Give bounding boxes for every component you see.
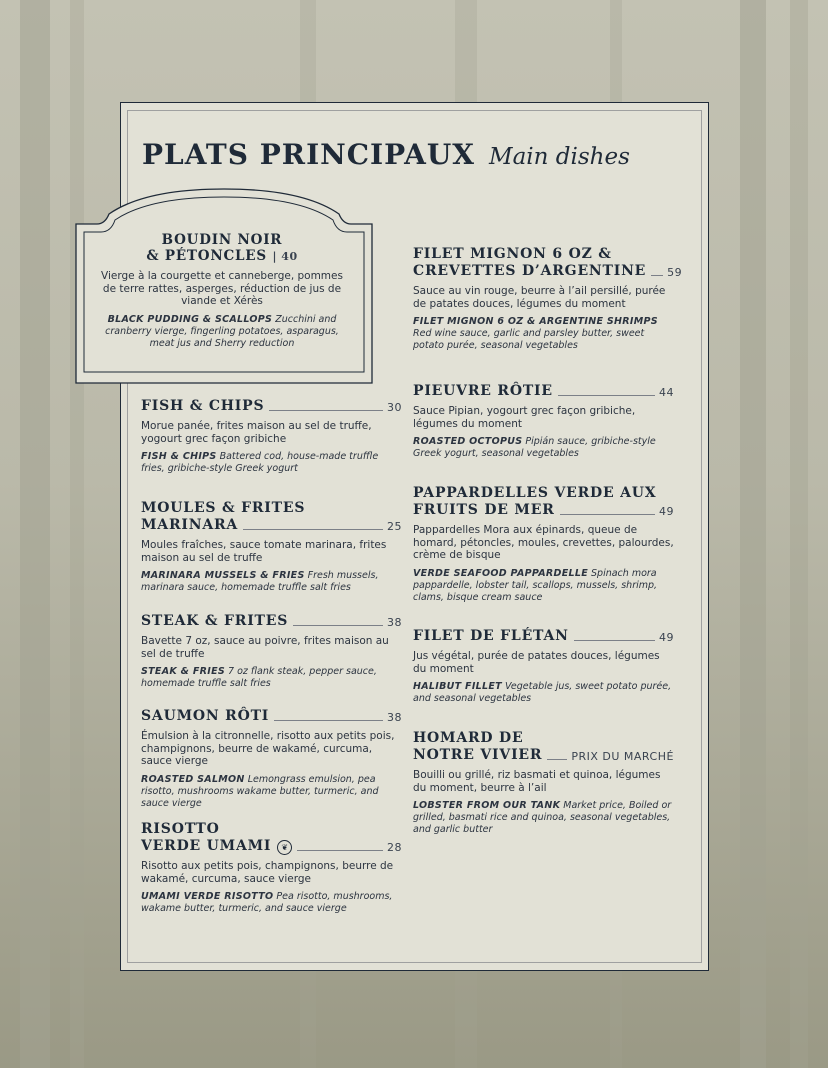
- menu-item-homard: [413, 730, 674, 836]
- menu-item-saumon-roti: [141, 708, 402, 810]
- item-price: 44: [659, 386, 674, 399]
- item-english: HALIBUT FILLET Vegetable jus, sweet potato purée, and seasonal vegetables: [413, 681, 672, 704]
- menu-item-pappardelles: [413, 485, 674, 604]
- item-name-line2: VERDE UMAMI: [141, 838, 272, 854]
- item-price: 49: [659, 505, 674, 518]
- item-name-line2: MARINARA: [141, 517, 239, 533]
- menu-item-filet-de-fletan: [413, 628, 674, 705]
- item-description: Sauce Pipian, yogourt grec façon gribiche, légumes du moment: [413, 405, 636, 430]
- page-title: [142, 138, 630, 171]
- item-description: Émulsion à la citronnelle, risotto aux petits pois, champignons, beurre de wakamé, curcuma, sauce vierge: [141, 730, 395, 767]
- item-description: Morue panée, frites maison au sel de truffe, yogourt grec façon gribiche: [141, 420, 372, 445]
- item-price: 28: [387, 841, 402, 854]
- item-price: 59: [667, 266, 683, 279]
- item-name-line2: FRUITS DE MER: [413, 502, 555, 518]
- item-name: SAUMON RÔTI: [141, 708, 270, 724]
- item-price: 38: [387, 711, 402, 724]
- menu-item-moules-frites: [141, 500, 402, 594]
- menu-item-steak-frites: [141, 613, 402, 690]
- item-price: 38: [387, 616, 402, 629]
- item-english: FILET MIGNON 6 OZ & ARGENTINE SHRIMPS Red wine sauce, garlic and parsley butter, sweet potato purée, seasonal vegetables: [413, 316, 658, 351]
- item-description: Moules fraîches, sauce tomate marinara, frites maison au sel de truffe: [141, 539, 387, 564]
- item-price: 30: [387, 401, 402, 414]
- menu-item-risotto: [141, 821, 402, 915]
- item-name-line2: CREVETTES D’ARGENTINE: [413, 263, 647, 279]
- featured-english-desc: Zucchini and cranberry vierge, fingerling potatoes, asparagus, meat jus and Sherry reduction: [105, 313, 339, 349]
- item-english: FISH & CHIPS Battered cod, house-made truffle fries, gribiche-style Greek yogurt: [141, 451, 379, 474]
- item-name: FILET DE FLÉTAN: [413, 628, 569, 644]
- item-name-line1: PAPPARDELLES VERDE AUX: [413, 485, 657, 501]
- featured-name-line2: & PÉTONCLES | 40: [146, 248, 298, 264]
- item-name: PIEUVRE RÔTIE: [413, 383, 553, 399]
- featured-english: [100, 314, 344, 350]
- item-name: STEAK & FRITES: [141, 613, 289, 629]
- title-english: Main dishes: [489, 144, 630, 170]
- item-name-line1: HOMARD DE: [413, 730, 524, 746]
- featured-name-line1: BOUDIN NOIR: [161, 232, 283, 248]
- item-english: UMAMI VERDE RISOTTO Pea risotto, mushrooms, wakame butter, turmeric, and sauce vierge: [141, 891, 393, 914]
- item-name-line1: RISOTTO: [141, 821, 220, 837]
- item-price: PRIX DU MARCHÉ: [571, 750, 674, 763]
- item-name: FISH & CHIPS: [141, 398, 265, 414]
- menu-item-fish-chips: [141, 398, 402, 475]
- item-english: LOBSTER FROM OUR TANK Market price, Boiled or grilled, basmati rice and quinoa, seasonal vegetables, and garlic butter: [413, 800, 672, 835]
- featured-price: | 40: [272, 250, 298, 263]
- item-english: MARINARA MUSSELS & FRIES Fresh mussels, marinara sauce, homemade truffle salt fries: [141, 570, 379, 593]
- title-french: PLATS PRINCIPAUX: [142, 138, 476, 171]
- featured-dish: [100, 232, 344, 350]
- item-english: ROASTED SALMON Lemongrass emulsion, pea risotto, mushrooms wakame butter, turmeric, and sauce vierge: [141, 773, 379, 809]
- item-price: 49: [659, 631, 674, 644]
- item-price: 25: [387, 520, 402, 533]
- item-english: STEAK & FRIES 7 oz flank steak, pepper sauce, homemade truffle salt fries: [141, 666, 377, 689]
- vegetarian-leaf-icon: ❦: [277, 840, 292, 855]
- item-description: Pappardelles Mora aux épinards, queue de homard, pétoncles, moules, crevettes, palourdes, crème de bisque: [413, 524, 674, 561]
- item-english: ROASTED OCTOPUS Pipián sauce, gribiche-style Greek yogurt, seasonal vegetables: [413, 436, 656, 459]
- item-description: Risotto aux petits pois, champignons, beurre de wakamé, curcuma, sauce vierge: [141, 860, 394, 885]
- menu-item-filet-mignon: [413, 246, 683, 352]
- item-description: Sauce au vin rouge, beurre à l’ail persillé, purée de patates douces, légumes du moment: [413, 285, 666, 310]
- featured-description: Vierge à la courgette et canneberge, pommes de terre rattes, asperges, réduction de jus de viande et Xérès: [101, 270, 343, 307]
- item-name-line1: MOULES & FRITES: [141, 500, 306, 516]
- item-description: Bouilli ou grillé, riz basmati et quinoa, légumes du moment, beurre à l’ail: [413, 769, 661, 794]
- featured-english-name: BLACK PUDDING & SCALLOPS: [107, 313, 273, 325]
- item-name-line2: NOTRE VIVIER: [413, 747, 543, 763]
- item-description: Jus végétal, purée de patates douces, légumes du moment: [413, 650, 660, 675]
- item-english: VERDE SEAFOOD PAPPARDELLE Spinach mora pappardelle, lobster tail, scallops, mussels, shrimp, clams, bisque cream sauce: [413, 567, 658, 603]
- item-name-line1: FILET MIGNON 6 OZ &: [413, 246, 612, 262]
- item-description: Bavette 7 oz, sauce au poivre, frites maison au sel de truffe: [141, 635, 389, 660]
- menu-item-pieuvre-rotie: [413, 383, 674, 460]
